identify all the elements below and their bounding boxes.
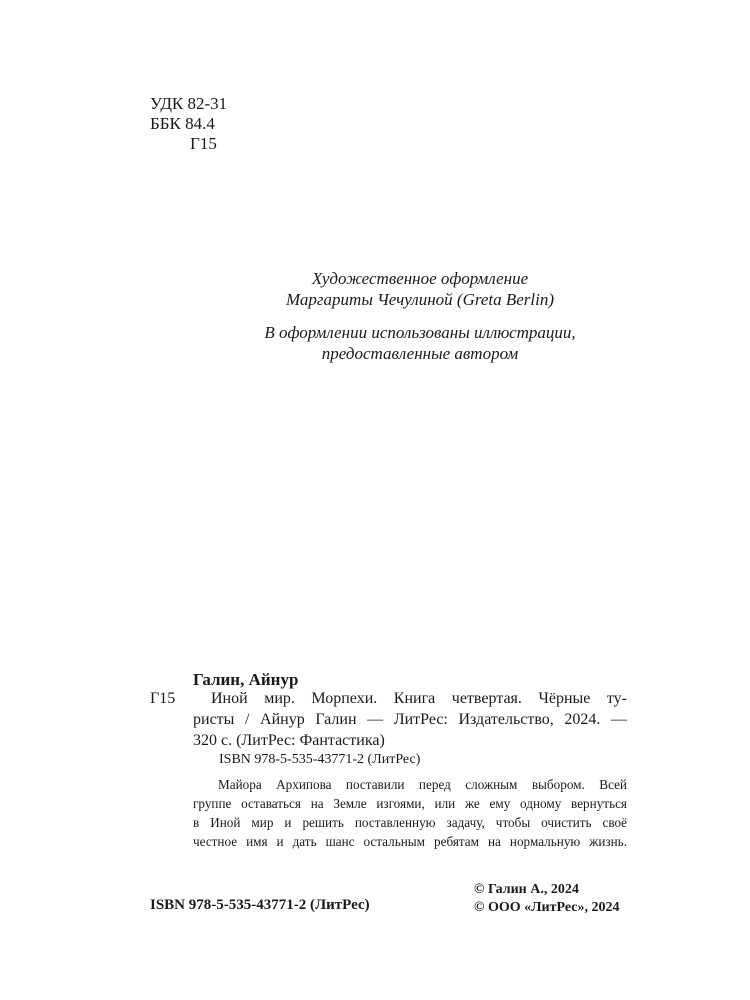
- footer-isbn: ISBN 978-5-535-43771-2 (ЛитРес): [150, 897, 370, 913]
- copyright-publisher: © ООО «ЛитРес», 2024: [474, 900, 620, 915]
- annotation-line: Майора Архипова поставили перед сложным выбором. Всей: [218, 777, 627, 792]
- design-credits: [150, 268, 690, 310]
- illustration-credits: [150, 322, 690, 364]
- description-line: Иной мир. Морпехи. Книга четвертая. Чёрные ту-: [211, 690, 627, 707]
- annotation: [193, 775, 627, 851]
- udk-code: УДК 82-31: [150, 94, 228, 113]
- author-heading: Галин, Айнур: [193, 670, 299, 689]
- catalog-author-code: Г15: [150, 690, 176, 707]
- designer-name: Маргариты Чечулиной (Greta Berlin): [285, 290, 554, 309]
- bibliographic-description: [193, 688, 627, 751]
- classification-block: [150, 94, 227, 154]
- description-line: 320 с. (ЛитРес: Фантастика): [193, 732, 385, 749]
- copyright-author: © Галин А., 2024: [474, 882, 579, 897]
- annotation-line: честное имя и дать шанс остальным ребятам на нормальную жизнь.: [193, 834, 627, 849]
- catalog-isbn: ISBN 978-5-535-43771-2 (ЛитРес): [219, 752, 421, 767]
- annotation-line: в Иной мир и решить поставленную задачу, чтобы очистить своё: [193, 815, 627, 830]
- bbk-code: ББК 84.4: [150, 114, 215, 133]
- design-label: Художественное оформление: [311, 269, 529, 288]
- annotation-line: группе оставаться на Земле изгоями, или же ему одному вернуться: [193, 796, 627, 811]
- illustrations-line-1: В оформлении использованы иллюстрации,: [264, 323, 576, 342]
- copyright-block: [474, 881, 619, 917]
- description-line: ристы / Айнур Галин — ЛитРес: Издательство, 2024. —: [193, 711, 627, 728]
- illustrations-line-2: предоставленные автором: [321, 344, 519, 363]
- author-mark: Г15: [190, 134, 217, 153]
